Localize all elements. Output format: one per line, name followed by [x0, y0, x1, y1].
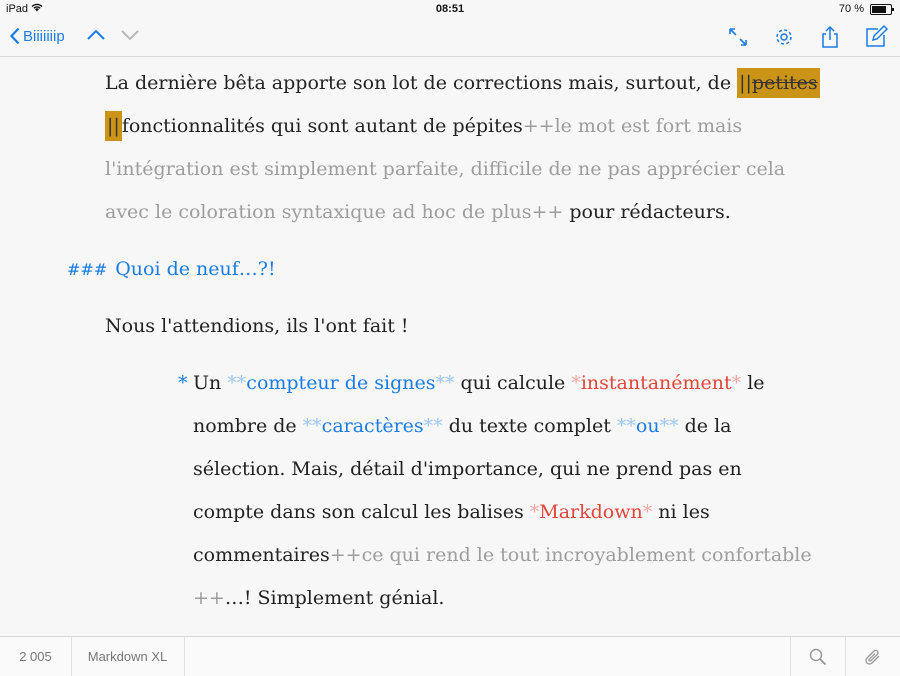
heading-marker: ### [67, 260, 108, 279]
paragraph-2: Nous l'attendions, ils l'ont fait ! [105, 315, 409, 337]
comment-marker: ++ [193, 587, 225, 609]
heading-3 [67, 248, 276, 291]
nav-actions [726, 25, 888, 49]
chevron-up-icon[interactable] [86, 28, 106, 47]
editor-area[interactable] [0, 57, 900, 635]
text-line: sélection. Mais, détail d'importance, qui ne prend pas en [193, 458, 742, 480]
nav-bar [0, 18, 900, 57]
heading-text: Quoi de neuf…?! [115, 258, 276, 280]
device-name: iPad [6, 3, 29, 15]
share-icon[interactable] [818, 25, 842, 49]
bottom-bar [0, 636, 900, 676]
comment-marker: ++ [329, 544, 362, 566]
critic-marker: || [105, 111, 122, 141]
bold-marker: ** [302, 415, 322, 437]
text-run: qui calcule [454, 372, 572, 394]
text-line [105, 105, 805, 148]
critic-marker: || [739, 72, 752, 94]
character-count[interactable]: 2 005 [0, 637, 72, 676]
comment-text: ce qui rend le tout incroyablement confortable [361, 544, 812, 566]
text-line [178, 362, 798, 405]
text-run: ni les [652, 501, 710, 523]
text-run: fonctionnalités qui sont autant de pépites [121, 115, 523, 137]
text-line [178, 491, 798, 534]
status-bar [0, 0, 900, 18]
highlight-deletion [737, 68, 820, 98]
emphasis-marker: * [571, 372, 581, 394]
search-button[interactable] [790, 637, 845, 676]
emphasis-text: Markdown [539, 501, 643, 523]
text-run: nombre de [193, 415, 303, 437]
comment-text: le mot est fort mais [554, 115, 743, 137]
text-line [105, 62, 818, 105]
gear-icon[interactable] [772, 25, 796, 49]
bullet-list [178, 362, 812, 620]
bold-marker: ** [659, 415, 679, 437]
text-run: pour rédacteurs. [563, 201, 731, 223]
emphasis-marker: * [529, 501, 540, 523]
comment-marker: ++ [531, 201, 564, 223]
bold-text: compteur de signes [246, 372, 436, 394]
comment-text: l'intégration est simplement parfaite, difficile de ne pas apprécier cela [105, 158, 786, 180]
status-time: 08:51 [435, 3, 465, 15]
markdown-mode[interactable]: Markdown XL [71, 637, 185, 676]
text-run: Un [193, 372, 228, 394]
comment-marker: ++ [522, 115, 555, 137]
paperclip-icon [864, 648, 882, 666]
chevron-left-icon [10, 27, 20, 45]
bold-text: caractères [321, 415, 424, 437]
text-run: de la [678, 415, 732, 437]
compose-icon[interactable] [864, 25, 888, 49]
expand-icon[interactable] [726, 25, 750, 49]
chevron-down-icon[interactable] [120, 28, 140, 47]
text-line [178, 405, 798, 448]
back-button[interactable] [10, 27, 65, 45]
nav-arrows [86, 28, 140, 47]
text-line [178, 577, 798, 620]
text-line [178, 534, 812, 577]
emphasis-marker: * [731, 372, 742, 394]
strike-text: petites [751, 72, 818, 94]
status-right [839, 3, 892, 15]
emphasis-marker: * [642, 501, 653, 523]
bold-marker: ** [435, 372, 455, 394]
comment-text: avec le coloration syntaxique ad hoc de plus [105, 201, 532, 223]
battery-percent: 70 % [838, 3, 864, 15]
text-run: La dernière bêta apporte son lot de corrections mais, surtout, de [105, 72, 738, 94]
battery-icon [870, 4, 892, 15]
back-label: Biiiiiiip [23, 27, 65, 45]
list-bullet: * [178, 372, 188, 394]
bold-marker: ** [423, 415, 443, 437]
text-run: commentaires [193, 544, 330, 566]
bold-text: ou [635, 415, 660, 437]
text-run: le [741, 372, 765, 394]
search-icon [809, 648, 827, 666]
paragraph-1 [105, 62, 818, 234]
attach-button[interactable] [845, 637, 900, 676]
text-run: du texte complet [442, 415, 617, 437]
text-run: compte dans son calcul les balises [193, 501, 530, 523]
bold-marker: ** [227, 372, 247, 394]
emphasis-text: instantanément [580, 372, 732, 394]
bold-marker: ** [616, 415, 636, 437]
text-line [105, 191, 805, 234]
text-run: …! Simplement génial. [224, 587, 445, 609]
